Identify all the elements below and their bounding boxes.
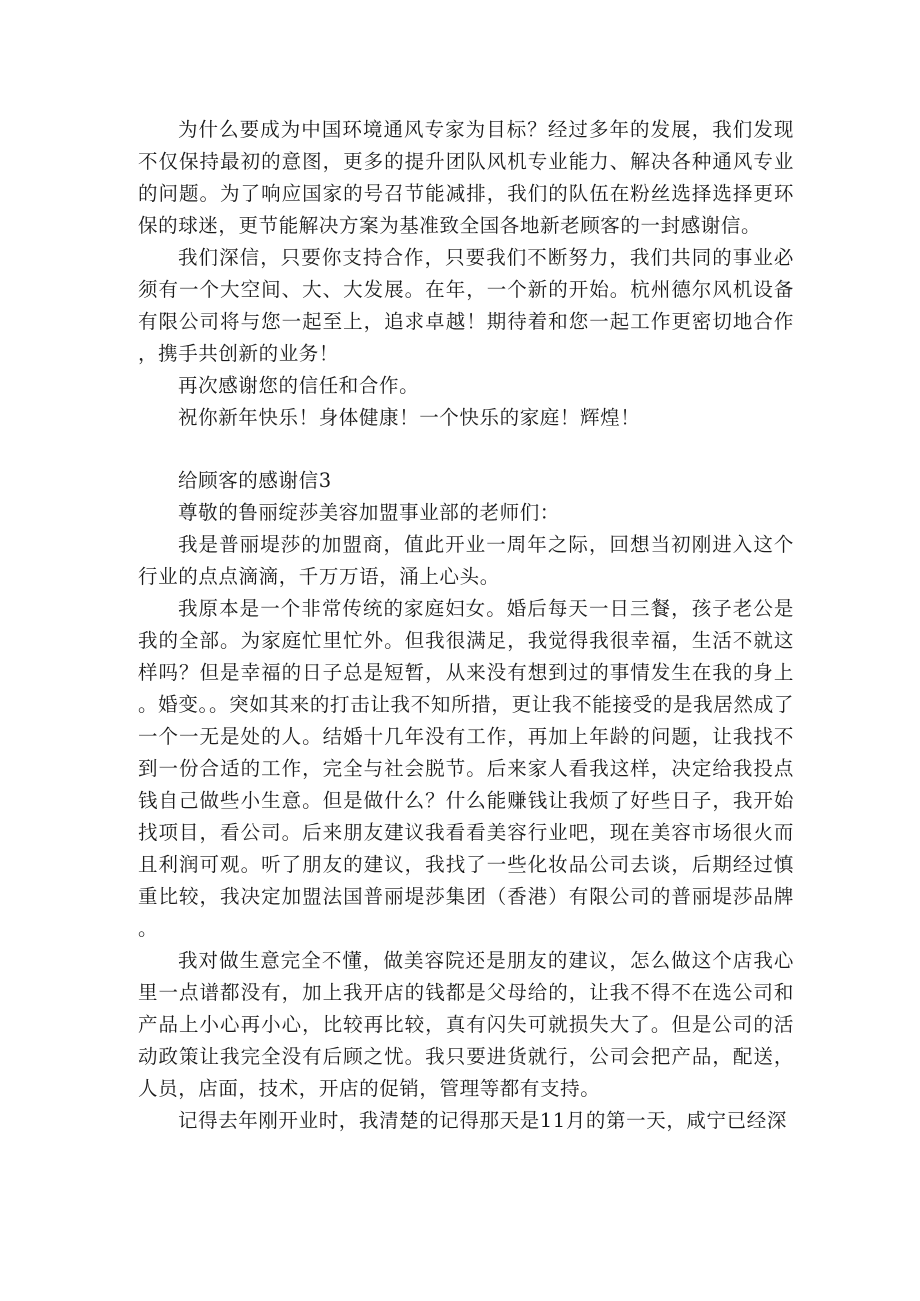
paragraph-3: 再次感谢您的信任和合作。	[178, 374, 420, 397]
letter-paragraph-1: 我是普丽堤莎的加盟商，值此开业一周年之际，回想当初刚进入这个行业的点点滴滴，千万万语，涌上心头。	[138, 533, 794, 588]
section-title: 给顾客的感谢信3	[178, 469, 332, 492]
paragraph-1: 为什么要成为中国环境通风专家为目标？经过多年的发展，我们发现不仅保持最初的意图，更多的提升团队风机专业能力、解决各种通风专业的问题。为了响应国家的号召节能减排，我们的队伍在粉丝选择选择更环保的球迷，更节能解决方案为基准致全国各地新老顾客的一封感谢信。	[138, 118, 794, 237]
document-body	[138, 114, 794, 1137]
section-gap	[138, 434, 794, 465]
salutation: 尊敬的鲁丽绽莎美容加盟事业部的老师们：	[178, 501, 560, 524]
letter-paragraph-3: 我对做生意完全不懂，做美容院还是朋友的建议，怎么做这个店我心里一点谱都没有，加上我开店的钱都是父母给的，让我不得不在选公司和产品上小心再小心，比较再比较，真有闪失可就损失大了。但是公司的活动政策让我完全没有后顾之忧。我只要进货就行，公司会把产品，配送，人员，店面，技术，开店的促销，管理等都有支持。	[138, 949, 794, 1100]
paragraph-2: 我们深信，只要你支持合作，只要我们不断努力，我们共同的事业必须有一个大空间、大、大发展。在年，一个新的开始。杭州德尔风机设备有限公司将与您一起至上，追求卓越！期待着和您一起工作更密切地合作，携手共创新的业务！	[138, 246, 794, 365]
paragraph-4: 祝你新年快乐！身体健康！一个快乐的家庭！辉煌！	[178, 406, 641, 429]
letter-paragraph-2: 我原本是一个非常传统的家庭妇女。婚后每天一日三餐，孩子老公是我的全部。为家庭忙里忙外。但我很满足，我觉得我很幸福，生活不就这样吗？但是幸福的日子总是短暂，从来没有想到过的事情发生在我的身上。婚变。。突如其来的打击让我不知所措，更让我不能接受的是我居然成了一个一无是处的人。结婚十几年没有工作，再加上年龄的问题，让我找不到一份合适的工作，完全与社会脱节。后来家人看我这样，决定给我投点钱自己做些小生意。但是做什么？什么能赚钱让我烦了好些日子，我开始找项目，看公司。后来朋友建议我看看美容行业吧，现在美容市场很火而且利润可观。听了朋友的建议，我找了一些化妆品公司去谈，后期经过慎重比较，我决定加盟法国普丽堤莎集团（香港）有限公司的普丽堤莎品牌。	[138, 597, 794, 940]
letter-paragraph-4: 记得去年刚开业时，我清楚的记得那天是11月的第一天，咸宁已经深	[178, 1109, 787, 1132]
